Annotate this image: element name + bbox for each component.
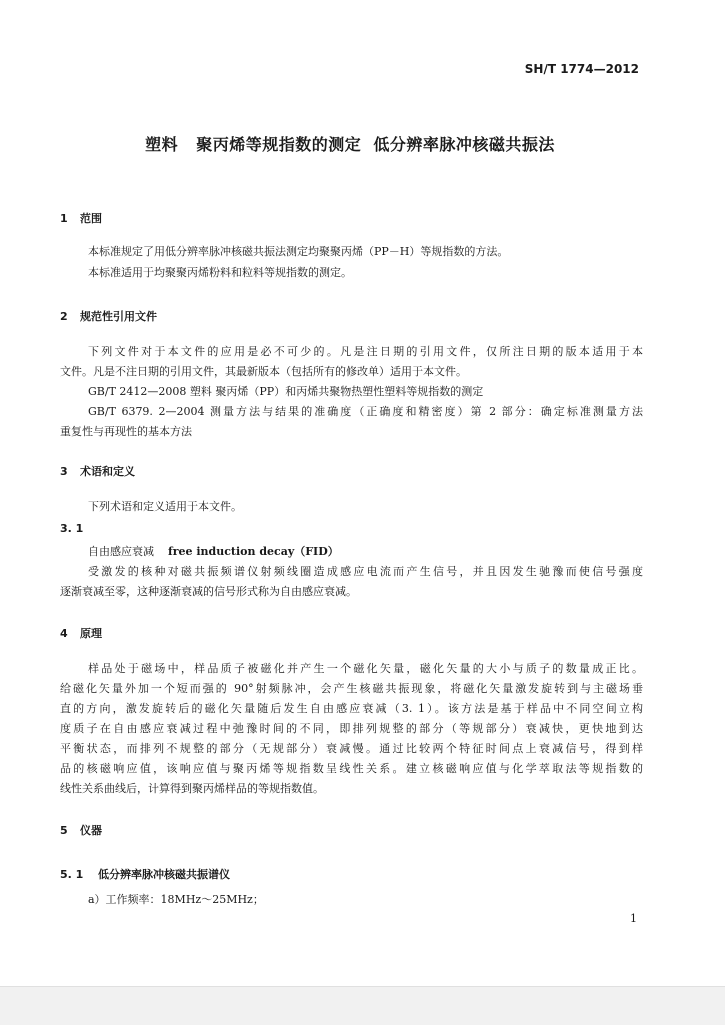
term-definition-line-2: 逐渐衰减至零，这种逐渐衰减的信号形式称为自由感应衰减。: [60, 585, 357, 598]
section-4-title: 原理: [80, 627, 102, 640]
term-entry: [88, 545, 339, 559]
section-1-paragraph-1: 本标准规定了用低分辨率脉冲核磁共振法测定均聚聚丙烯（PP－H）等规指数的方法。: [88, 245, 509, 258]
term-chinese: 自由感应衰减: [88, 545, 154, 558]
document-title: 塑料 聚丙烯等规指数的测定 低分辨率脉冲核磁共振法: [145, 135, 555, 154]
section-2-paragraph-line-2: 文件。凡是不注日期的引用文件，其最新版本（包括所有的修改单）适用于本文件。: [60, 365, 467, 378]
viewer-background: [0, 986, 725, 1025]
reference-gb-t-6379-line-1: GB/T 6379. 2—2004 测量方法与结果的准确度（正确度和精密度）第 2 部分：确定标准测量方法: [88, 405, 643, 418]
section-2-heading: [60, 308, 157, 324]
section-5-number: 5: [60, 824, 68, 837]
section-1-paragraph-2: 本标准适用于均聚聚丙烯粉料和粒料等规指数的测定。: [88, 266, 352, 279]
section-1-title: 范围: [80, 212, 102, 225]
instrument-item-a: a）工作频率：18MHz～25MHz；: [88, 893, 264, 906]
subsection-5-1-heading: [60, 866, 230, 882]
principle-line-7: 线性关系曲线后，计算得到聚丙烯样品的等规指数值。: [60, 782, 324, 795]
section-1-number: 1: [60, 212, 68, 225]
reference-gb-t-6379-line-2: 重复性与再现性的基本方法: [60, 425, 192, 438]
principle-line-2: 给磁化矢量外加一个短而强的 90°射频脉冲，会产生核磁共振现象，将磁化矢量激发旋转到与主磁场垂: [60, 682, 643, 695]
standard-code: SH/T 1774—2012: [524, 62, 639, 76]
section-2-title: 规范性引用文件: [80, 310, 157, 323]
subsection-5-1-title: 低分辨率脉冲核磁共振谱仪: [98, 868, 230, 881]
subsection-5-1-number: 5. 1: [60, 868, 84, 881]
section-4-number: 4: [60, 627, 68, 640]
principle-line-6: 品的核磁响应值，该响应值与聚丙烯等规指数呈线性关系。建立核磁响应值与化学萃取法等规指数的: [60, 762, 643, 775]
principle-line-1: 样品处于磁场中，样品质子被磁化并产生一个磁化矢量，磁化矢量的大小与质子的数量成正比。: [88, 662, 643, 675]
term-english: free induction decay（FID）: [168, 545, 339, 558]
section-3-number: 3: [60, 465, 68, 478]
principle-line-5: 平衡状态，而排列不规整的部分（无规部分）衰减慢。通过比较两个特征时间点上衰减信号，得到样: [60, 742, 643, 755]
section-3-paragraph-1: 下列术语和定义适用于本文件。: [88, 500, 242, 513]
section-5-title: 仪器: [80, 824, 102, 837]
section-3-title: 术语和定义: [80, 465, 135, 478]
reference-gb-t-2412: GB/T 2412—2008 塑料 聚丙烯（PP）和丙烯共聚物热塑性塑料等规指数的测定: [88, 385, 484, 398]
section-5-heading: [60, 822, 102, 838]
section-3-heading: [60, 463, 135, 479]
term-definition-line-1: 受激发的核种对磁共振频谱仪射频线圈造成感应电流而产生信号，并且因发生驰豫而使信号强度: [88, 565, 643, 578]
subsection-3-1-number: 3. 1: [60, 522, 84, 535]
section-2-number: 2: [60, 310, 68, 323]
section-2-paragraph-line-1: 下列文件对于本文件的应用是必不可少的。凡是注日期的引用文件，仅所注日期的版本适用于本: [88, 345, 643, 358]
principle-line-4: 度质子在自由感应衰减过程中弛豫时间的不同，即排列规整的部分（等规部分）衰减快，更快地到达: [60, 722, 643, 735]
section-1-heading: [60, 210, 102, 226]
section-4-heading: [60, 625, 102, 641]
principle-line-3: 直的方向，激发旋转后的磁化矢量随后发生自由感应衰减（3. 1）。该方法是基于样品中不同空间立构: [60, 702, 643, 715]
page-number: 1: [630, 912, 637, 925]
